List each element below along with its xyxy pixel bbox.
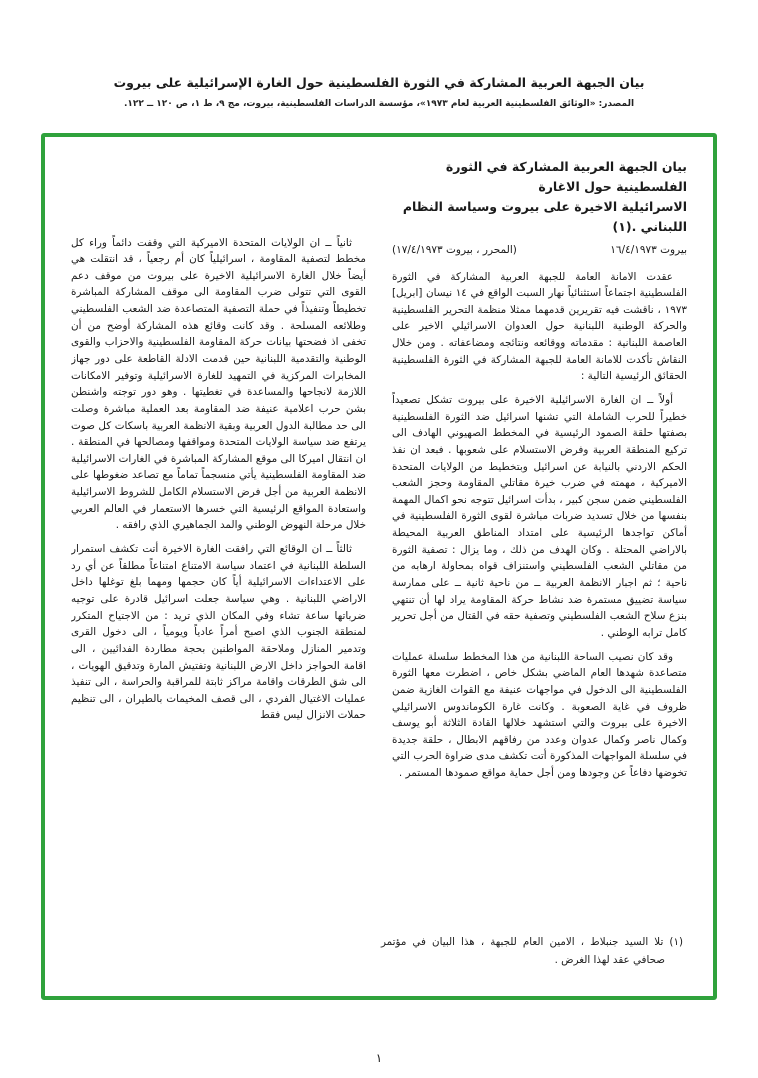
- document-title-line2: الاسرائيلية الاخيرة على بيروت وسياسة النظام اللبناني .(١): [402, 198, 687, 234]
- document-columns: [71, 157, 687, 873]
- document-box: [41, 133, 717, 1000]
- page-number: ١: [375, 1051, 383, 1065]
- column-left: [71, 157, 366, 873]
- footnote-text: (١) تلا السيد جنبلاط ، الامين العام للجبهة ، هذا البيان في مؤتمر صحافي عقد لهذا الغرض .: [381, 936, 683, 967]
- paragraph-intro: عقدت الامانة العامة للجبهة العربية المشاركة في الثورة الفلسطينية اجتماعاً استثنائياً نهار السبت الواقع في ١٤ نيسان [ابريل] ١٩٧٣ ، ناقشت فيه تقريرين قدمهما ممثلا منظمة التحرير الفلسطينية والحركة الوطنية اللبنانية حول العدوان الاسرائيلي الاخير على العاصمة اللبنانية : مقدماته ووقائعه ونتائجه ومضاعفاته . ومن خلال النقاش تأكدت للامانة العامة للجبهة المشاركة في الثورة الفلسطينية الحقائق الرئيسية التالية :: [392, 270, 687, 383]
- dateline-editor-note: (المحرر ، بيروت ١٧/٤/١٩٧٣): [392, 243, 517, 256]
- source-line: المصدر: «الوثائق الفلسطينية العربية لعام ١٩٧٣»، مؤسسة الدراسات الفلسطينية، بيروت، مج ٩، ط ١، ص ١٢٠ ــ ١٢٢.: [123, 98, 635, 109]
- header-title: بيان الجبهة العربية المشاركة في الثورة الفلسطينية حول الغارة الإسرائيلية على بيروت: [113, 75, 645, 90]
- column-right: [392, 157, 687, 873]
- paragraph-first-point: أولاً ــ ان الغارة الاسرائيلية الاخيرة على بيروت تشكل تصعيداً خطيراً للحرب الشاملة التي تشنها اسرائيل ضد الثورة الفلسطينية بصفتها حلقة الصمود الرئيسية في المخطط الصهيوني الهادف الى تركيع المنطقة العربية وفرض الاستسلام على شعوبها . فبعد ان نفذ الحكم الاردني بالنيابة عن اسرائيل وبتخطيط من الولايات المتحدة الاميركية ، مهمته في ضرب خيرة مقاتلي المقاومة وحجز الشعب الفلسطيني ضمن سجن كبير ، بدأت اسرائيل تتوجه نحو اكمال المهمة بنفسها من خلال تسديد ضربات مباشرة لقوى الثورة الفلسطينية في أماكن تواجدها الرئيسية على امتداد المناطق العربية المحيطة بالاراضي المحتلة . وكان الهدف من ذلك ، وما يزال : تصفية الثورة من مقاتلي الشعب الفلسطيني واستنزاف قواه بمحاولة ارهابه من ناحية ؛ ثم اجبار الانظمة العربية ــ من ناحية ثانية ــ على ممارسة سياسة تضييق مستمرة ضد نشاط حركة المقاومة يراد لها أن تنتهي بنزع سلاح الشعب الفلسطيني وتصفية حقه في القتال من أجل تحرير كامل ترابه الوطني .: [392, 393, 687, 639]
- paragraph-second-point: ثانياً ــ ان الولايات المتحدة الاميركية التي وقفت دائماً وراء كل مخطط لتصفية المقاومة ، اسرائيلياً كان أم رجعياً ، قد انتقلت هي أيضاً خلال الغارة الاسرائيلية الاخيرة على بيروت من موقف دعم القوى التي تتولى ضرب المقاومة الى موقف المشاركة المباشرة تخطيطاً وتنفيذاً في حملة التصفية المتصاعدة ضد الشعب الفلسطيني وطلائعه المسلحة . وقد كانت وقائع هذه المشاركة أوضح من أن تخفى اذ فضحتها بيانات حركة المقاومة الفلسطينية والاحزاب والقوى الوطنية والتقدمية اللبنانية حين قدمت الادلة القاطعة على دور جهاز المخابرات المركزية في التمهيد للغارة الاسرائيلية وتوفير الامكانات اللازمة لانجاحها والمساعدة في تغطيتها . وهو دور توجته واشنطن بشن حرب اعلامية عنيفة ضد المقاومة بعد العملية مباشرة وصلت الى حد مطالبة الدول العربية وبقية الانظمة العربية باسكات كل صوت يرتفع ضد سياسة الولايات المتحدة ومواقفها ومصالحها في المنطقة . ان انتقال اميركا الى موقع المشاركة المباشرة في الغارات الاسرائيلية ضد المقاومة الفلسطينية يأتي منسجماً تماماً مع تصاعد ضغوطها على الانظمة العربية من أجل فرض الاستسلام الكامل للشروط الاسرائيلية واستعادة المواقع الرئيسية التي خسرها الاستعمار في العالم العربي خلال مرحلة النهوض الوطني والمد الجماهيري الذي رافقه .: [71, 236, 366, 532]
- paragraph-lebanese-arena: وقد كان نصيب الساحة اللبنانية من هذا المخطط سلسلة عمليات متصاعدة شهدها العام الماضي بشكل خاص ، اضطرت معها الثورة الفلسطينية الى الدخول في مواجهات عنيفة مع القوات الغازية ضمن ظروف في غاية الصعوبة . وكانت غارة الكوماندوس الاسرائيلي الاخيرة على بيروت والتي استشهد خلالها القادة الثلاثة أبو يوسف وكمال ناصر وكمال عدوان وعدد من رفاقهم الابطال ، حلقة جديدة في سلسلة المواجهات المذكورة أتت تكشف مدى ضراوة الحرب التي تخوضها دفاعاً عن وجودها ومن أجل حماية مواقع صمودها المستمر .: [392, 650, 687, 780]
- dateline: [392, 244, 687, 256]
- document-title: [392, 157, 687, 237]
- paragraph-third-point: ثالثاً ــ ان الوقائع التي رافقت الغارة الاخيرة أتت تكشف استمرار السلطة اللبنانية في اعتماد سياسة الامتناع امتناعاً مطلقاً عن أي رد على الاعتداءات الاسرائيلية أياً كان حجمها ومهما بلغ توغلها داخل الاراضي اللبنانية . وهي سياسة جعلت اسرائيل قادرة على توجيه ضرباتها ساعة تشاء وفي المكان الذي تريد : من الاجتياح المتكرر لمنطقة الجنوب الذي اصبح أمراً عادياً ويومياً ، الى دخول القرى وتدمير المنازل وملاحقة المواطنين بحجة مطاردة الفدائيين ، الى اقامة الحواجز داخل الارض اللبنانية وتفتيش المارة وتدقيق الهويات ، الى شق الطرقات واقامة مراكز ثابتة للمراقبة والحراسة ، الى تنفيذ عمليات الاغتيال الفردي ، الى قصف المخيمات بالطيران ، الى تنظيم حملات الانزال ليس فقط: [71, 543, 366, 722]
- document-title-line1: بيان الجبهة العربية المشاركة في الثورة الفلسطينية حول الاغارة: [445, 158, 687, 194]
- page-header: [0, 0, 758, 109]
- dateline-place-date: بيروت ١٦/٤/١٩٧٣: [610, 243, 687, 256]
- footnote-area: [381, 933, 683, 969]
